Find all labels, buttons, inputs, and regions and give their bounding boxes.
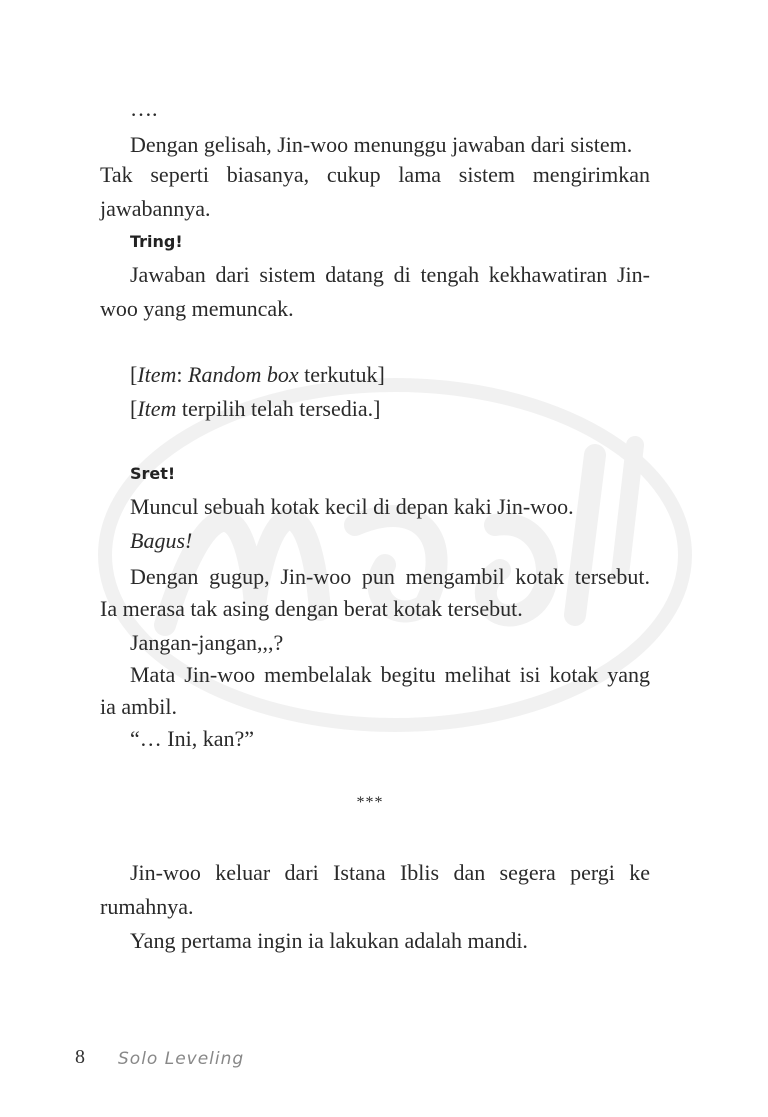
paragraph-5: [100, 524, 650, 558]
sound-effect-sret: Sret!: [130, 464, 176, 483]
system-message-2-open: [: [130, 396, 138, 421]
paragraph-8-line-2: ia ambil.: [100, 694, 177, 719]
paragraph-1: Dengan gelisah, Jin-woo menunggu jawaban dari sistem.: [130, 132, 633, 157]
system-message-1: [130, 358, 385, 392]
system-message-1-rest: terkutuk]: [298, 362, 385, 387]
paragraph-10-line-1: Jin-woo keluar dari Istana Iblis dan segera pergi ke: [130, 860, 650, 885]
system-message-1-random-box: Random box: [188, 362, 299, 387]
paragraph-2-line-2: jawabannya.: [100, 196, 211, 221]
running-footer-title: Solo Leveling: [118, 1049, 245, 1069]
system-message-1-colon: :: [176, 362, 189, 387]
system-message-1-item: Item: [137, 362, 177, 387]
paragraph-3-line-1: Jawaban dari sistem datang di tengah kekhawatiran Jin-: [130, 262, 650, 287]
system-message-1-open: [: [130, 362, 138, 387]
paragraph-8-line-1: Mata Jin-woo membelalak begitu melihat isi kotak yang: [130, 662, 650, 687]
paragraph-10-line-2: rumahnya.: [100, 894, 194, 919]
paragraph-7: Jangan-jangan,,,?: [130, 630, 284, 655]
paragraph-3-line-2: woo yang memuncak.: [100, 296, 294, 321]
paragraph-11: Yang pertama ingin ia lakukan adalah mandi.: [130, 928, 528, 953]
system-message-2-rest: terpilih telah tersedia.]: [176, 396, 381, 421]
paragraph-4: Muncul sebuah kotak kecil di depan kaki Jin-woo.: [130, 494, 574, 519]
ellipsis-text: ….: [130, 96, 158, 121]
paragraph-2-line-1: Tak seperti biasanya, cukup lama sistem mengirimkan: [100, 162, 650, 187]
page-number: 8: [75, 1046, 85, 1068]
sound-effect-tring: Tring!: [130, 232, 183, 251]
system-message-2-item: Item: [137, 396, 177, 421]
paragraph-5-text: Bagus!: [130, 528, 193, 553]
system-message-2: [130, 392, 380, 426]
paragraph-6-line-2: Ia merasa tak asing dengan berat kotak tersebut.: [100, 596, 523, 621]
paragraph-6-line-1: Dengan gugup, Jin-woo pun mengambil kotak tersebut.: [130, 564, 650, 589]
scene-separator: ***: [356, 794, 384, 811]
paragraph-9-dialogue: “… Ini, kan?”: [130, 726, 254, 751]
